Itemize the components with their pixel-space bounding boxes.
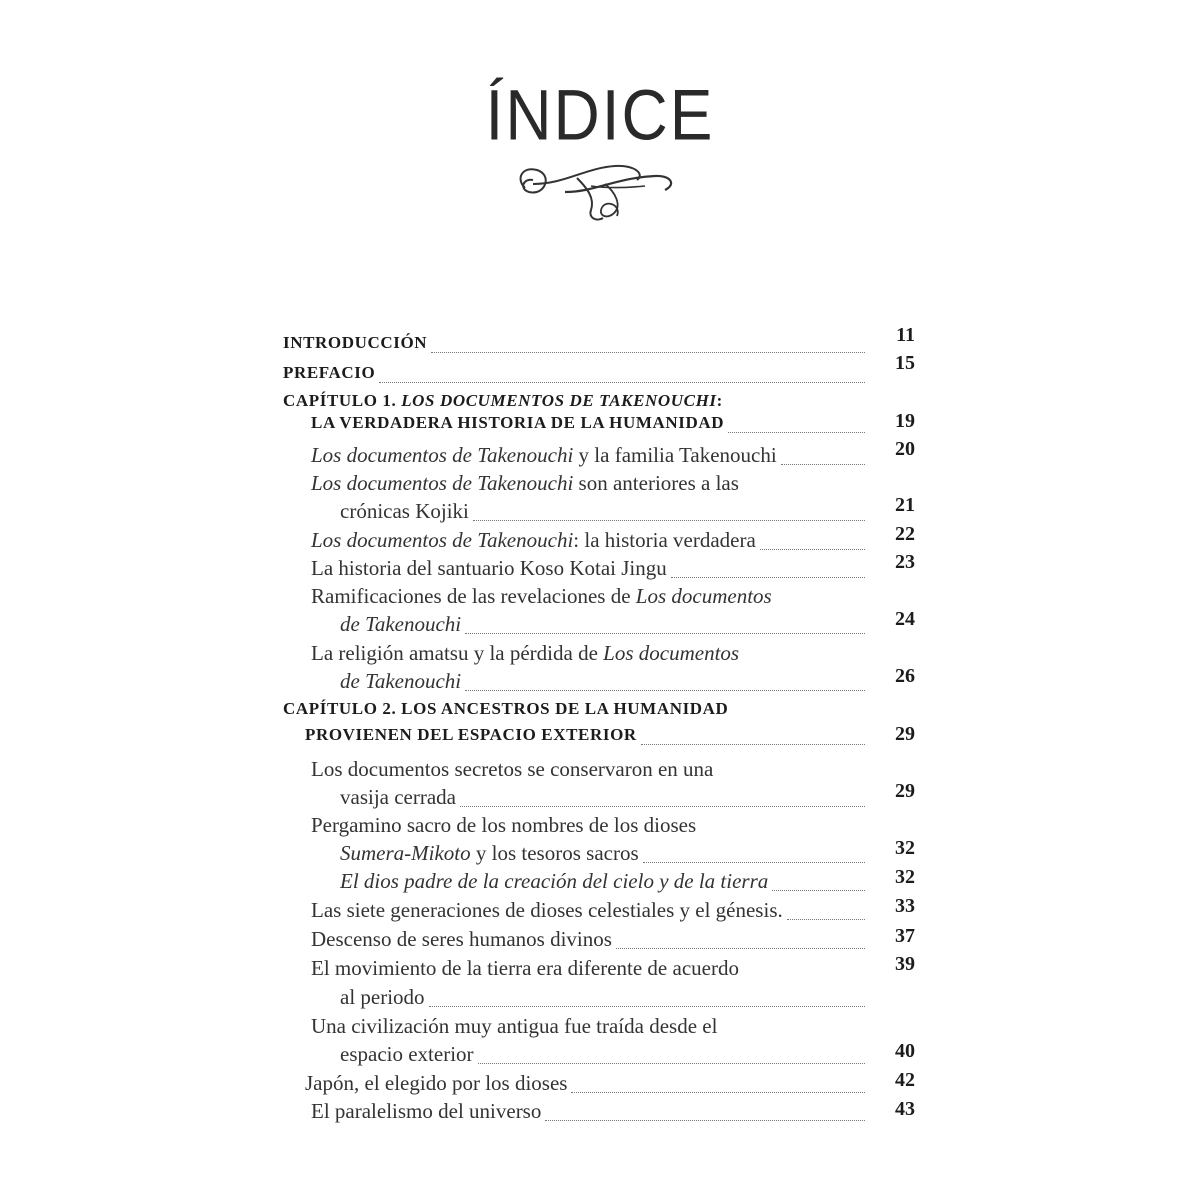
toc-entry[interactable]	[0, 780, 1200, 814]
entry-text: Descenso de seres humanos divinos	[311, 927, 612, 951]
leader-dots	[772, 890, 865, 891]
toc-entry-title	[305, 1070, 567, 1096]
leader-dots	[473, 520, 865, 521]
toc-entry[interactable]	[0, 665, 1200, 698]
italic-title-text: Los documentos de Takenouchi	[311, 443, 574, 467]
page-number: 23	[895, 551, 915, 573]
toc-entry-title	[311, 410, 724, 436]
toc-entry[interactable]	[0, 722, 1200, 752]
toc-entry[interactable]	[0, 837, 1200, 870]
page-number: 22	[895, 523, 915, 545]
ornament-flourish-icon	[505, 148, 685, 228]
page-number: 20	[895, 438, 915, 460]
entry-text: Las siete generaciones de dioses celestiales y el génesis.	[311, 898, 783, 922]
page-number: 32	[895, 866, 915, 888]
entry-text: PROVIENEN DEL ESPACIO EXTERIOR	[305, 725, 637, 744]
page-number: 24	[895, 608, 915, 630]
leader-dots	[545, 1120, 865, 1121]
toc-entry-title	[311, 527, 756, 553]
toc-entry-title	[340, 1041, 474, 1067]
toc-entry-title	[311, 470, 739, 496]
toc-entry[interactable]	[0, 812, 1200, 842]
entry-text: y los tesoros sacros	[470, 841, 639, 865]
entry-text: CAPÍTULO 2. LOS ANCESTROS DE LA HUMANIDAD	[283, 699, 729, 718]
italic-title-text: de Takenouchi	[340, 612, 462, 636]
leader-dots	[760, 549, 865, 550]
leader-dots	[616, 948, 865, 949]
toc-entry-title	[305, 722, 637, 748]
toc-entry[interactable]	[0, 984, 1200, 1014]
toc-entry[interactable]	[0, 1041, 1200, 1071]
page-number: 40	[895, 1040, 915, 1062]
toc-entry[interactable]	[0, 523, 1200, 557]
page-number: 37	[895, 925, 915, 947]
toc-entry-title	[340, 868, 768, 894]
entry-text: son anteriores a las	[573, 471, 739, 495]
entry-text: PREFACIO	[283, 363, 376, 382]
leader-dots	[429, 1006, 865, 1007]
entry-text: Una civilización muy antigua fue traída desde el	[311, 1014, 718, 1038]
italic-title-text: LOS DOCUMENTOS DE TAKENOUCHI	[401, 391, 717, 410]
leader-dots	[465, 690, 865, 691]
italic-title-text: El dios padre de la creación del cielo y de la tierra	[340, 869, 769, 893]
entry-text: Ramificaciones de las revelaciones de	[311, 584, 636, 608]
entry-text: LA VERDADERA HISTORIA DE LA HUMANIDAD	[311, 413, 725, 432]
italic-title-text: Los documentos de Takenouchi	[311, 471, 574, 495]
toc-entry-title	[283, 696, 728, 722]
italic-title-text: de Takenouchi	[340, 669, 462, 693]
toc-entry[interactable]	[0, 926, 1200, 956]
toc-entry-title	[311, 926, 612, 952]
entry-text: El movimiento de la tierra era diferente de acuerdo	[311, 956, 739, 980]
toc-entry-title	[311, 442, 777, 468]
toc-entry[interactable]	[0, 410, 1200, 440]
page-number: 29	[895, 780, 915, 802]
page-number: 15	[895, 352, 915, 374]
leader-dots	[460, 806, 865, 807]
toc-entry[interactable]	[0, 438, 1200, 472]
toc-entry-title	[340, 984, 425, 1010]
leader-dots	[478, 1063, 865, 1064]
entry-text: INTRODUCCIÓN	[283, 333, 428, 352]
entry-text: La historia del santuario Koso Kotai Jingu	[311, 556, 667, 580]
entry-text: vasija cerrada	[340, 785, 457, 809]
italic-title-text: Los documentos	[635, 584, 772, 608]
entry-text: El paralelismo del universo	[311, 1099, 542, 1123]
toc-entry-title	[311, 555, 667, 581]
toc-entry-title	[311, 583, 772, 609]
toc-entry-title	[311, 955, 739, 981]
italic-title-text: Los documentos de Takenouchi	[311, 528, 574, 552]
page-number: 19	[895, 410, 915, 432]
entry-text: :	[716, 391, 723, 410]
leader-dots	[641, 744, 865, 745]
entry-text: CAPÍTULO 1.	[283, 391, 402, 410]
toc-entry[interactable]	[0, 324, 1200, 360]
toc-entry-title	[340, 840, 639, 866]
entry-text: Los documentos secretos se conservaron en una	[311, 757, 714, 781]
toc-entry[interactable]	[0, 583, 1200, 613]
leader-dots	[671, 577, 865, 578]
toc-entry-title	[311, 1013, 717, 1039]
toc-entry[interactable]	[0, 352, 1200, 390]
toc-entry[interactable]	[0, 640, 1200, 670]
toc-entry-title	[340, 611, 461, 637]
entry-text: espacio exterior	[340, 1042, 474, 1066]
leader-dots	[643, 862, 865, 863]
page-number: 39	[895, 953, 915, 975]
leader-dots	[728, 432, 865, 433]
toc-entry-title	[283, 360, 375, 386]
entry-text: crónicas Kojiki	[340, 499, 469, 523]
toc-entry[interactable]	[0, 1013, 1200, 1043]
entry-text: La religión amatsu y la pérdida de	[311, 641, 604, 665]
toc-entry[interactable]	[0, 494, 1200, 528]
page-number: 21	[895, 494, 915, 516]
toc-entry-title	[311, 756, 713, 782]
italic-title-text: Los documentos	[603, 641, 740, 665]
page-number: 42	[895, 1069, 915, 1091]
entry-text: Pergamino sacro de los nombres de los dioses	[311, 813, 697, 837]
toc-entry-title	[311, 897, 783, 923]
leader-dots	[571, 1092, 865, 1093]
page-title: ÍNDICE	[485, 74, 715, 156]
entry-text: al periodo	[340, 985, 425, 1009]
leader-dots	[781, 464, 865, 465]
page-number: 29	[895, 723, 915, 745]
toc-entry-title	[283, 330, 427, 356]
toc-entry-title	[311, 812, 696, 838]
page-number: 26	[895, 665, 915, 687]
toc-entry-title	[340, 784, 456, 810]
toc-entry[interactable]	[0, 608, 1200, 641]
toc-entry-title	[311, 1098, 541, 1124]
page-number: 33	[895, 895, 915, 917]
toc-entry[interactable]	[0, 955, 1200, 985]
page-number: 32	[895, 837, 915, 859]
leader-dots	[787, 919, 865, 920]
toc-entry-title	[340, 498, 469, 524]
leader-dots	[379, 382, 865, 383]
entry-text: y la familia Takenouchi	[573, 443, 777, 467]
toc-entry[interactable]	[0, 756, 1200, 786]
page-number: 43	[895, 1098, 915, 1120]
leader-dots	[465, 633, 865, 634]
italic-title-text: Sumera-Mikoto	[340, 841, 471, 865]
toc-entry[interactable]	[0, 1098, 1200, 1128]
toc-entry[interactable]	[0, 551, 1200, 585]
leader-dots	[431, 352, 865, 353]
toc-entry[interactable]	[0, 897, 1200, 927]
toc-entry[interactable]	[0, 1070, 1200, 1100]
entry-text: : la historia verdadera	[573, 528, 756, 552]
toc-entry[interactable]	[0, 470, 1200, 500]
entry-text: Japón, el elegido por los dioses	[305, 1071, 568, 1095]
page-number: 11	[896, 324, 915, 346]
toc-entry-title	[311, 640, 739, 666]
toc-entry[interactable]	[0, 868, 1200, 898]
toc-entry-title	[340, 668, 461, 694]
